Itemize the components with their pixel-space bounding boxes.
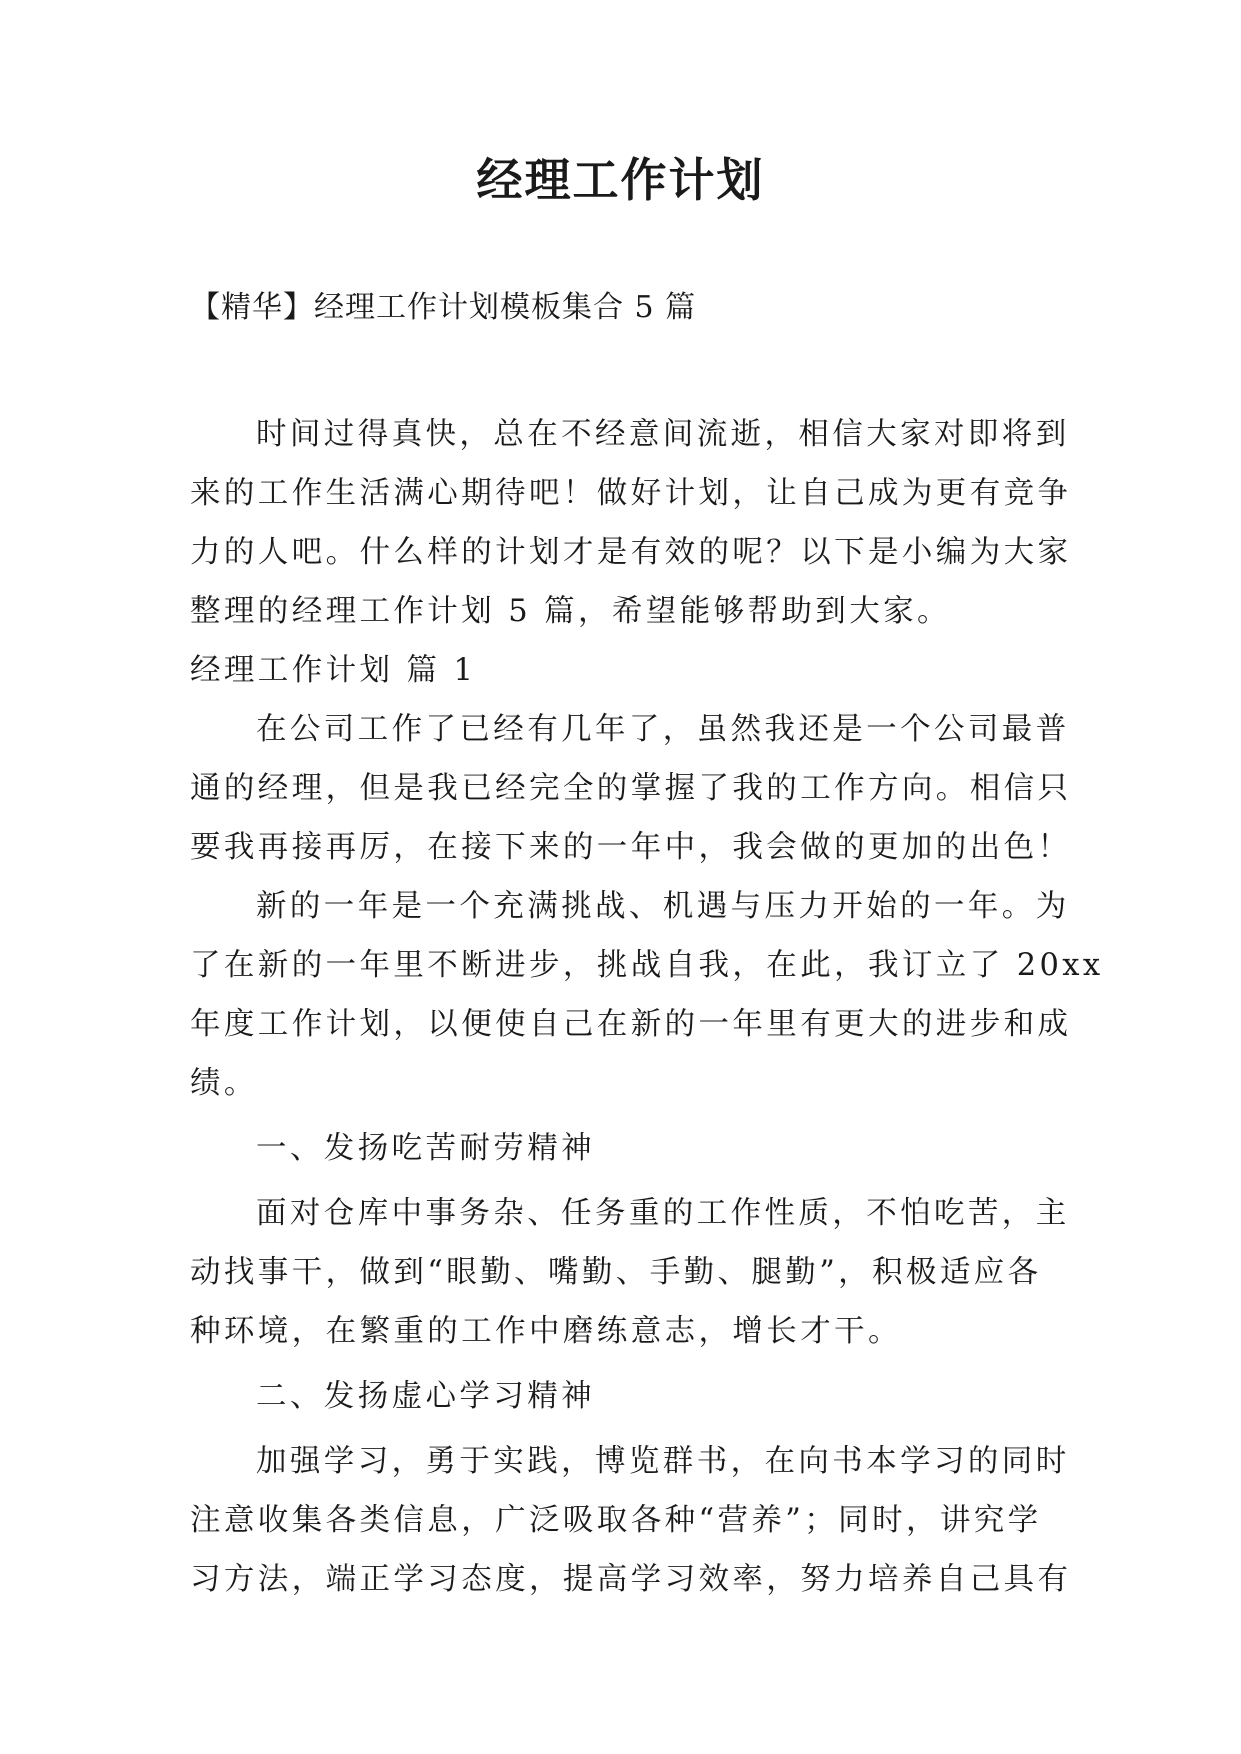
paragraph-line: 整理的经理工作计划 5 篇，希望能够帮助到大家。 xyxy=(190,594,951,629)
document-title: 经理工作计划 xyxy=(476,153,765,207)
paragraph-line: 加强学习，勇于实践，博览群书，在向书本学习的同时 xyxy=(256,1444,1070,1479)
paragraph-line: 在公司工作了已经有几年了，虽然我还是一个公司最普 xyxy=(256,712,1070,747)
paragraph-line: 力的人吧。什么样的计划才是有效的呢？以下是小编为大家 xyxy=(190,535,1072,570)
paragraph-line: 面对仓库中事务杂、任务重的工作性质，不怕吃苦，主 xyxy=(256,1196,1070,1231)
subsection-heading: 二、发扬虚心学习精神 xyxy=(256,1379,595,1414)
paragraph-line: 年度工作计划，以便使自己在新的一年里有更大的进步和成 xyxy=(190,1007,1072,1042)
paragraph-line: 了在新的一年里不断进步，挑战自我，在此，我订立了 20xx xyxy=(190,948,1104,983)
paragraph-line: 习方法，端正学习态度，提高学习效率，努力培养自己具有 xyxy=(190,1562,1072,1597)
paragraph-line: 种环境，在繁重的工作中磨练意志，增长才干。 xyxy=(190,1314,902,1349)
subsection-heading: 一、发扬吃苦耐劳精神 xyxy=(256,1131,595,1166)
paragraph-line: 新的一年是一个充满挑战、机遇与压力开始的一年。为 xyxy=(256,889,1070,924)
paragraph-line: 通的经理，但是我已经完全的掌握了我的工作方向。相信只 xyxy=(190,771,1072,806)
paragraph-line: 要我再接再厉，在接下来的一年中，我会做的更加的出色！ xyxy=(190,830,1072,865)
paragraph-line: 动找事干，做到“眼勤、嘴勤、手勤、腿勤”，积极适应各 xyxy=(190,1255,1042,1290)
paragraph-line: 时间过得真快，总在不经意间流逝，相信大家对即将到 xyxy=(256,417,1070,452)
paragraph-line: 注意收集各类信息，广泛吸取各种“营养”；同时，讲究学 xyxy=(190,1503,1042,1538)
document-subtitle: 【精华】经理工作计划模板集合 5 篇 xyxy=(190,290,697,325)
section-heading: 经理工作计划 篇 1 xyxy=(190,653,477,688)
paragraph-line: 来的工作生活满心期待吧！做好计划，让自己成为更有竞争 xyxy=(190,476,1072,511)
paragraph-line: 绩。 xyxy=(190,1066,258,1101)
document-body xyxy=(190,405,1104,1609)
